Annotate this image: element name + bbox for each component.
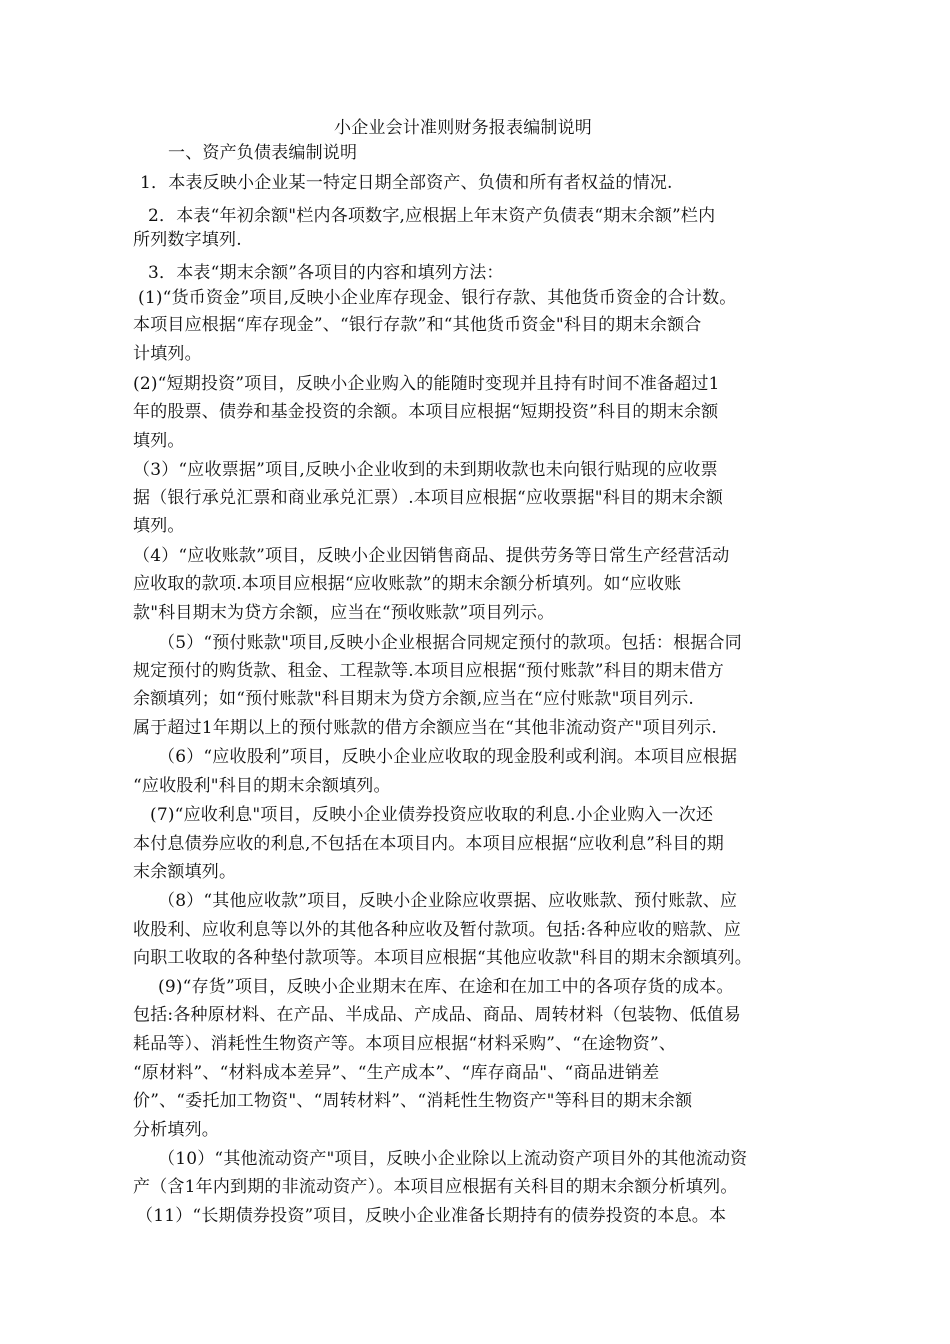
text-line: (1)“货币资金”项目,反映小企业库存现金、银行存款、其他货币资金的合计数。 <box>138 288 737 308</box>
text-line: 分析填列。 <box>133 1120 219 1140</box>
text-line: 属于超过1年期以上的预付账款的借方余额应当在“其他非流动资产"项目列示. <box>133 718 717 738</box>
text-line: （11）“长期债券投资”项目，反映小企业准备长期持有的债券投资的本息。本 <box>136 1206 727 1226</box>
text-line: 填列。 <box>133 516 185 536</box>
text-line: 本项目应根据“库存现金”、“银行存款”和“其他货币资金"科目的期末余额合 <box>133 315 702 335</box>
text-line: 1．本表反映小企业某一特定日期全部资产、负债和所有者权益的情况. <box>140 173 673 193</box>
text-line: 规定预付的购货款、租金、工程款等.本项目应根据“预付账款”科目的期末借方 <box>133 661 724 681</box>
text-line: 末余额填列。 <box>133 862 237 882</box>
text-line: （6）“应收股利”项目，反映小企业应收取的现金股利或利润。本项目应根据 <box>158 747 738 767</box>
text-line: （10）“其他流动资产"项目，反映小企业除以上流动资产项目外的其他流动资 <box>158 1149 748 1169</box>
text-line: 3．本表“期末余额”各项目的内容和填列方法： <box>148 263 504 283</box>
text-line: （4）“应收账款”项目，反映小企业因销售商品、提供劳务等日常生产经营活动 <box>133 546 730 566</box>
text-line: （8）“其他应收款”项目，反映小企业除应收票据、应收账款、预付账款、应 <box>158 891 738 911</box>
text-line: “原材料”、“材料成本差异”、“生产成本”、“库存商品"、“商品进销差 <box>133 1063 660 1083</box>
text-line: 本付息债券应收的利息,不包括在本项目内。本项目应根据“应收利息”科目的期 <box>133 834 724 854</box>
text-line: 款"科目期末为贷方余额，应当在“预收账款”项目列示。 <box>133 603 555 623</box>
text-line: 产（含1年内到期的非流动资产）。本项目应根据有关科目的期末余额分析填列。 <box>133 1177 738 1197</box>
text-line: 包括:各种原材料、在产品、半成品、产成品、商品、周转材料（包装物、低值易 <box>133 1005 741 1025</box>
text-line: 填列。 <box>133 431 185 451</box>
text-line: 余额填列；如“预付账款"科目期末为贷方余额,应当在“应付账款"项目列示. <box>133 689 695 709</box>
text-line: 所列数字填列. <box>133 230 242 250</box>
text-line: (9)“存货”项目，反映小企业期末在库、在途和在加工中的各项存货的成本。 <box>158 977 734 997</box>
text-line: 年的股票、债券和基金投资的余额。本项目应根据“短期投资”科目的期末余额 <box>133 402 719 422</box>
section-heading: 一、资产负债表编制说明 <box>168 143 358 163</box>
text-line: 据（银行承兑汇票和商业承兑汇票）.本项目应根据“应收票据"科目的期末余额 <box>133 488 724 508</box>
text-line: “应收股利"科目的期末余额填列。 <box>133 776 391 796</box>
document-title: 小企业会计准则财务报表编制说明 <box>334 118 592 138</box>
text-line: 应收取的款项.本项目应根据“应收账款”的期末余额分析填列。如“应收账 <box>133 574 682 594</box>
text-line: 计填列。 <box>133 344 202 364</box>
text-line: 收股利、应收利息等以外的其他各种应收及暂付款项。包括:各种应收的赔款、应 <box>133 920 741 940</box>
text-line: （5）“预付账款"项目,反映小企业根据合同规定预付的款项。包括：根据合同 <box>158 633 742 653</box>
text-line: 价”、“委托加工物资"、“周转材料”、“消耗性生物资产"等科目的期末余额 <box>133 1091 693 1111</box>
text-line: (7)“应收利息"项目，反映小企业债券投资应收取的利息.小企业购入一次还 <box>150 805 714 825</box>
text-line: 2．本表“年初余额"栏内各项数字,应根据上年末资产负债表“期末余额”栏内 <box>148 206 716 226</box>
text-line: （3）“应收票据”项目,反映小企业收到的未到期收款也未向银行贴现的应收票 <box>133 460 718 480</box>
text-line: (2)“短期投资”项目，反映小企业购入的能随时变现并且持有时间不准备超过1 <box>133 374 720 394</box>
text-line: 向职工收取的各种垫付款项等。本项目应根据“其他应收款"科目的期末余额填列。 <box>133 948 752 968</box>
text-line: 耗品等）、消耗性生物资产等。本项目应根据“材料采购”、“在途物资”、 <box>133 1034 677 1054</box>
